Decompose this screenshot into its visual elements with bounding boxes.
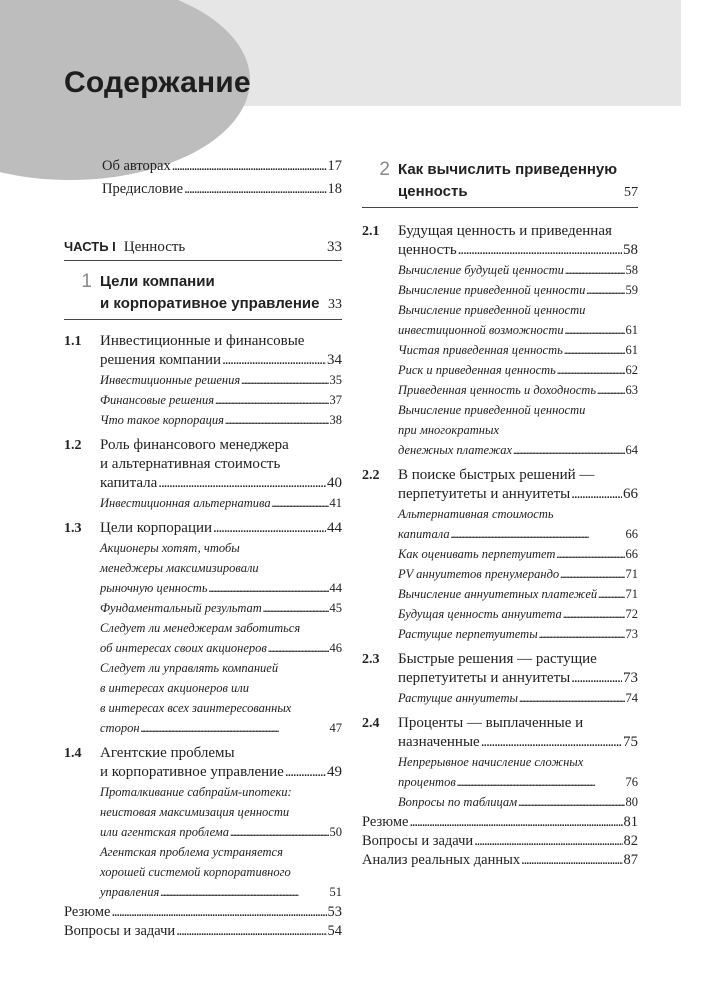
toc-entry[interactable]: Резюме . . . 81 <box>362 813 638 832</box>
toc-subentry[interactable]: Растущие аннуитеты . . . 74 <box>398 688 638 708</box>
toc-part-heading[interactable]: ЧАСТЬ I Ценность 33 <box>64 236 342 261</box>
toc-subentry[interactable]: сторон . . . 47 <box>100 718 342 738</box>
toc-subentry[interactable]: процентов . . . 76 <box>398 772 638 792</box>
toc-subentry[interactable]: или агентская проблема . . . 50 <box>100 822 342 842</box>
toc-subentry[interactable]: об интересах своих акционеров . . . 46 <box>100 638 342 658</box>
toc-subentry[interactable]: Вычисление приведенной ценности . . . 59 <box>398 280 638 300</box>
toc-section: 2.1 Будущая ценность и приведенная ценность . . . 58 Вычисление будущей ценности . . . 58 Вычисление приведенной ценности . . . 59 Вычисление приведенной ценности инвестиционной возможности . . . 61 Чистая приведенная ценность . . . 61 Риск и приведенная ценность . . . 62 Приведенная ценность и доходность . . . 63 Вычисление приведенной ценности при многократных денежных платежах . . . 64 <box>362 222 638 460</box>
toc-subentry[interactable]: рыночную ценность . . . 44 <box>100 578 342 598</box>
toc-subentry[interactable]: Как оценивать перпетуитет . . . 66 <box>398 544 638 564</box>
toc-subentry[interactable]: Будущая ценность аннуитета . . . 72 <box>398 604 638 624</box>
toc-entry[interactable]: назначенные . . . 75 <box>398 733 638 752</box>
toc-entry[interactable]: решения компании . . . 34 <box>100 351 342 370</box>
toc-entry[interactable]: Цели корпорации . . . 44 <box>100 519 342 538</box>
toc-subentry[interactable]: Чистая приведенная ценность . . . 61 <box>398 340 638 360</box>
toc-entry[interactable]: Анализ реальных данных . . . 87 <box>362 851 638 870</box>
toc-subentry[interactable]: инвестиционной возможности . . . 61 <box>398 320 638 340</box>
toc-subentry[interactable]: Растущие перпетуитеты . . . 73 <box>398 624 638 644</box>
toc-subentry[interactable]: PV аннуитетов пренумерандо . . . 71 <box>398 564 638 584</box>
toc-subentry[interactable]: Инвестиционная альтернатива . . . 41 <box>100 493 342 513</box>
toc-subentry[interactable]: Риск и приведенная ценность . . . 62 <box>398 360 638 380</box>
toc-chapter-heading[interactable]: 2 Как вычислить приведенную ценность 57 <box>362 159 638 208</box>
toc-left-column <box>64 155 342 941</box>
toc-subentry[interactable]: управления . . . 51 <box>100 882 342 902</box>
toc-subentry[interactable]: Финансовые решения . . . 37 <box>100 390 342 410</box>
toc-entry[interactable]: Вопросы и задачи . . . 54 <box>64 922 342 941</box>
toc-right-column <box>362 155 638 870</box>
toc-section: 2.3 Быстрые решения — растущие перпетуитеты и аннуитеты . . . 73 Растущие аннуитеты . . . 74 <box>362 650 638 708</box>
toc-entry[interactable]: ценность . . . 58 <box>398 241 638 260</box>
toc-subentry[interactable]: Вопросы по таблицам . . . 80 <box>398 792 638 812</box>
toc-subentry[interactable]: Вычисление будущей ценности . . . 58 <box>398 260 638 280</box>
toc-subentry[interactable]: Вычисление аннуитетных платежей . . . 71 <box>398 584 638 604</box>
toc-chapter-heading[interactable]: 1 Цели компании и корпоративное управление 33 <box>64 271 342 320</box>
toc-entry[interactable]: перпетуитеты и аннуитеты . . . 66 <box>398 485 638 504</box>
toc-section: 2.4 Проценты — выплаченные и назначенные . . . 75 Непрерывное начисление сложных процентов . . . 76 Вопросы по таблицам . . . 80 <box>362 714 638 812</box>
toc-entry[interactable]: Предисловие . . . 18 <box>102 178 342 201</box>
toc-entry[interactable]: Резюме . . . 53 <box>64 903 342 922</box>
toc-subentry[interactable]: Что такое корпорация . . . 38 <box>100 410 342 430</box>
toc-section: 1.1 Инвестиционные и финансовые решения компании . . . 34 Инвестиционные решения . . . 35 Финансовые решения . . . 37 Что такое корпорация . . . 38 <box>64 332 342 430</box>
toc-subentry[interactable]: денежных платежах . . . 64 <box>398 440 638 460</box>
toc-entry[interactable]: перпетуитеты и аннуитеты . . . 73 <box>398 669 638 688</box>
toc-subentry[interactable]: Фундаментальный результат . . . 45 <box>100 598 342 618</box>
toc-entry[interactable]: Вопросы и задачи . . . 82 <box>362 832 638 851</box>
toc-entry[interactable]: Об авторах . . . 17 <box>102 155 342 178</box>
toc-section: 1.3 Цели корпорации . . . 44 Акционеры хотят, чтобы менеджеры максимизировали рыночную ценность . . . 44 Фундаментальный результат . . . 45 Следует ли менеджерам заботиться об интересах своих акционеров . . . 46 Следует ли управлять компанией в интересах акционеров или в интересах всех заинтересованных сторон . . . 47 <box>64 519 342 738</box>
toc-section: 2.2 В поиске быстрых решений — перпетуитеты и аннуитеты . . . 66 Альтернативная стоимость капитала . . . 66 Как оценивать перпетуитет . . . 66 PV аннуитетов пренумерандо . . . 71 Вычисление аннуитетных платежей . . . 71 Будущая ценность аннуитета . . . 72 Растущие перпетуитеты . . . 73 <box>362 466 638 644</box>
toc-subentry[interactable]: Инвестиционные решения . . . 35 <box>100 370 342 390</box>
toc-entry[interactable]: и корпоративное управление . . . 49 <box>100 763 342 782</box>
toc-subentry[interactable]: Приведенная ценность и доходность . . . 63 <box>398 380 638 400</box>
toc-entry[interactable]: капитала . . . 40 <box>100 474 342 493</box>
page-title: Содержание <box>64 66 251 99</box>
toc-section: 1.2 Роль финансового менеджера и альтернативная стоимость капитала . . . 40 Инвестиционная альтернатива . . . 41 <box>64 436 342 513</box>
toc-subentry[interactable]: капитала . . . 66 <box>398 524 638 544</box>
toc-section: 1.4 Агентские проблемы и корпоративное управление . . . 49 Проталкивание сабпрайм-ипотеки: неистовая максимизация ценности или агентская проблема . . . 50 Агентская проблема устраняется хорошей системой корпоративного управления . . . 51 <box>64 744 342 902</box>
